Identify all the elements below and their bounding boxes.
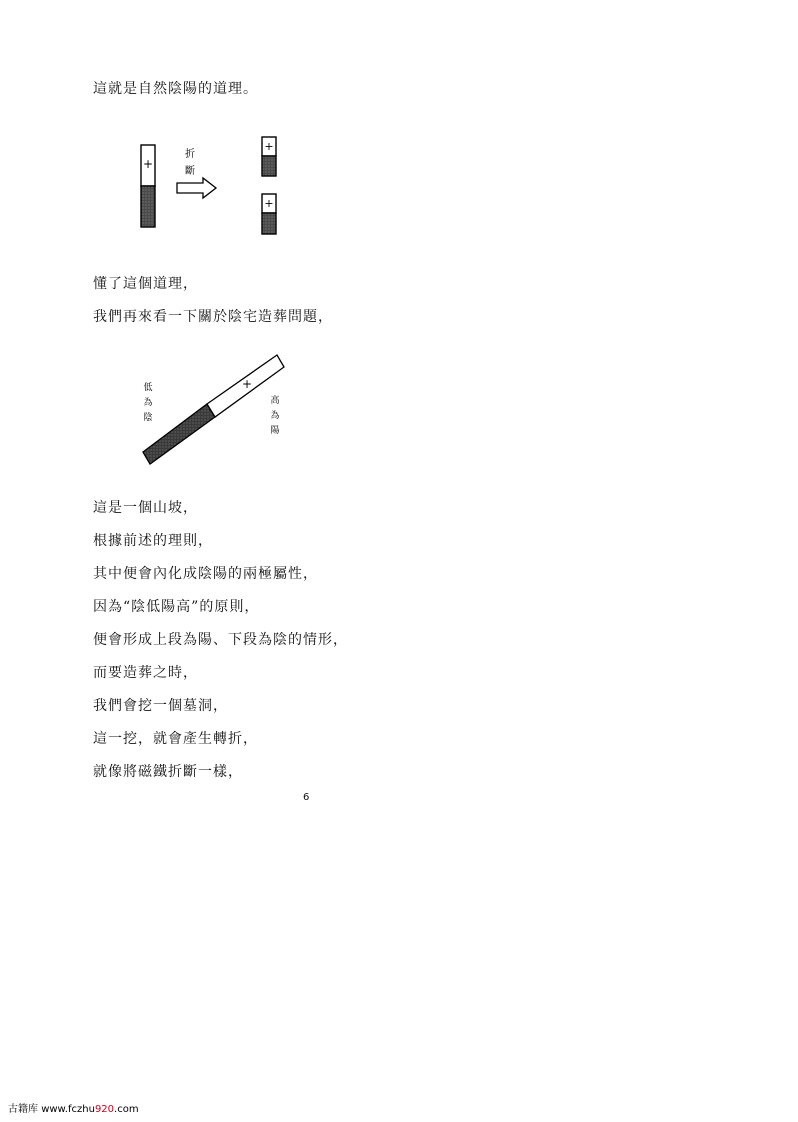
slope-bar — [143, 355, 284, 464]
text-line: 根據前述的理則， — [93, 533, 213, 549]
magnet-break-diagram — [130, 135, 290, 240]
right-label-2: 為 — [270, 411, 280, 421]
footer-url — [41, 1104, 138, 1115]
text-line: 便會形成上段為陽、下段為陰的情形， — [93, 632, 348, 648]
intro-text: 這就是自然陰陽的道理。 — [93, 81, 258, 97]
footer-url-prefix: www.fczhu — [41, 1104, 95, 1115]
footer-url-number: 920 — [94, 1104, 115, 1115]
page-number: 6 — [303, 792, 310, 803]
whole-magnet — [141, 145, 155, 227]
left-label-3: 陰 — [143, 413, 153, 423]
footer-watermark — [8, 1100, 139, 1115]
text-line: 因為“陰低陽高”的原則， — [93, 599, 260, 615]
slope-plus: + — [241, 377, 253, 391]
arrow-label-1: 折 — [185, 149, 195, 160]
text-line: 這是一個山坡， — [93, 500, 198, 516]
top-piece-plus: + — [264, 140, 274, 153]
whole-magnet-plus: + — [142, 157, 154, 171]
text-line: 就像將磁鐵折斷一樣， — [93, 764, 243, 780]
right-label-3: 陽 — [270, 426, 280, 436]
text-line: 懂了這個道理， — [93, 276, 198, 292]
text-line: 而要造葬之時， — [93, 665, 198, 681]
slope-figure — [135, 350, 295, 474]
bottom-piece-plus: + — [264, 197, 274, 210]
footer-site-name: 古籍库 — [8, 1104, 38, 1115]
broken-piece-bottom — [262, 194, 276, 234]
arrow-label-2: 斷 — [185, 166, 195, 177]
text-line: 我們再來看一下關於陰宅造葬問題， — [93, 309, 333, 325]
footer-url-suffix: .com — [114, 1104, 139, 1115]
text-line: 我們會挖一個墓洞， — [93, 698, 228, 714]
text-line: 其中便會內化成陰陽的兩極屬性， — [93, 566, 318, 582]
right-label-1: 高 — [270, 396, 280, 406]
magnet-break-figure — [130, 135, 290, 244]
text-line: 這一挖，就會產生轉折， — [93, 731, 258, 747]
left-label-1: 低 — [143, 383, 153, 393]
right-arrow-icon — [177, 178, 216, 198]
left-label-2: 為 — [143, 398, 153, 408]
broken-piece-top — [262, 137, 276, 176]
slope-diagram — [135, 350, 295, 470]
